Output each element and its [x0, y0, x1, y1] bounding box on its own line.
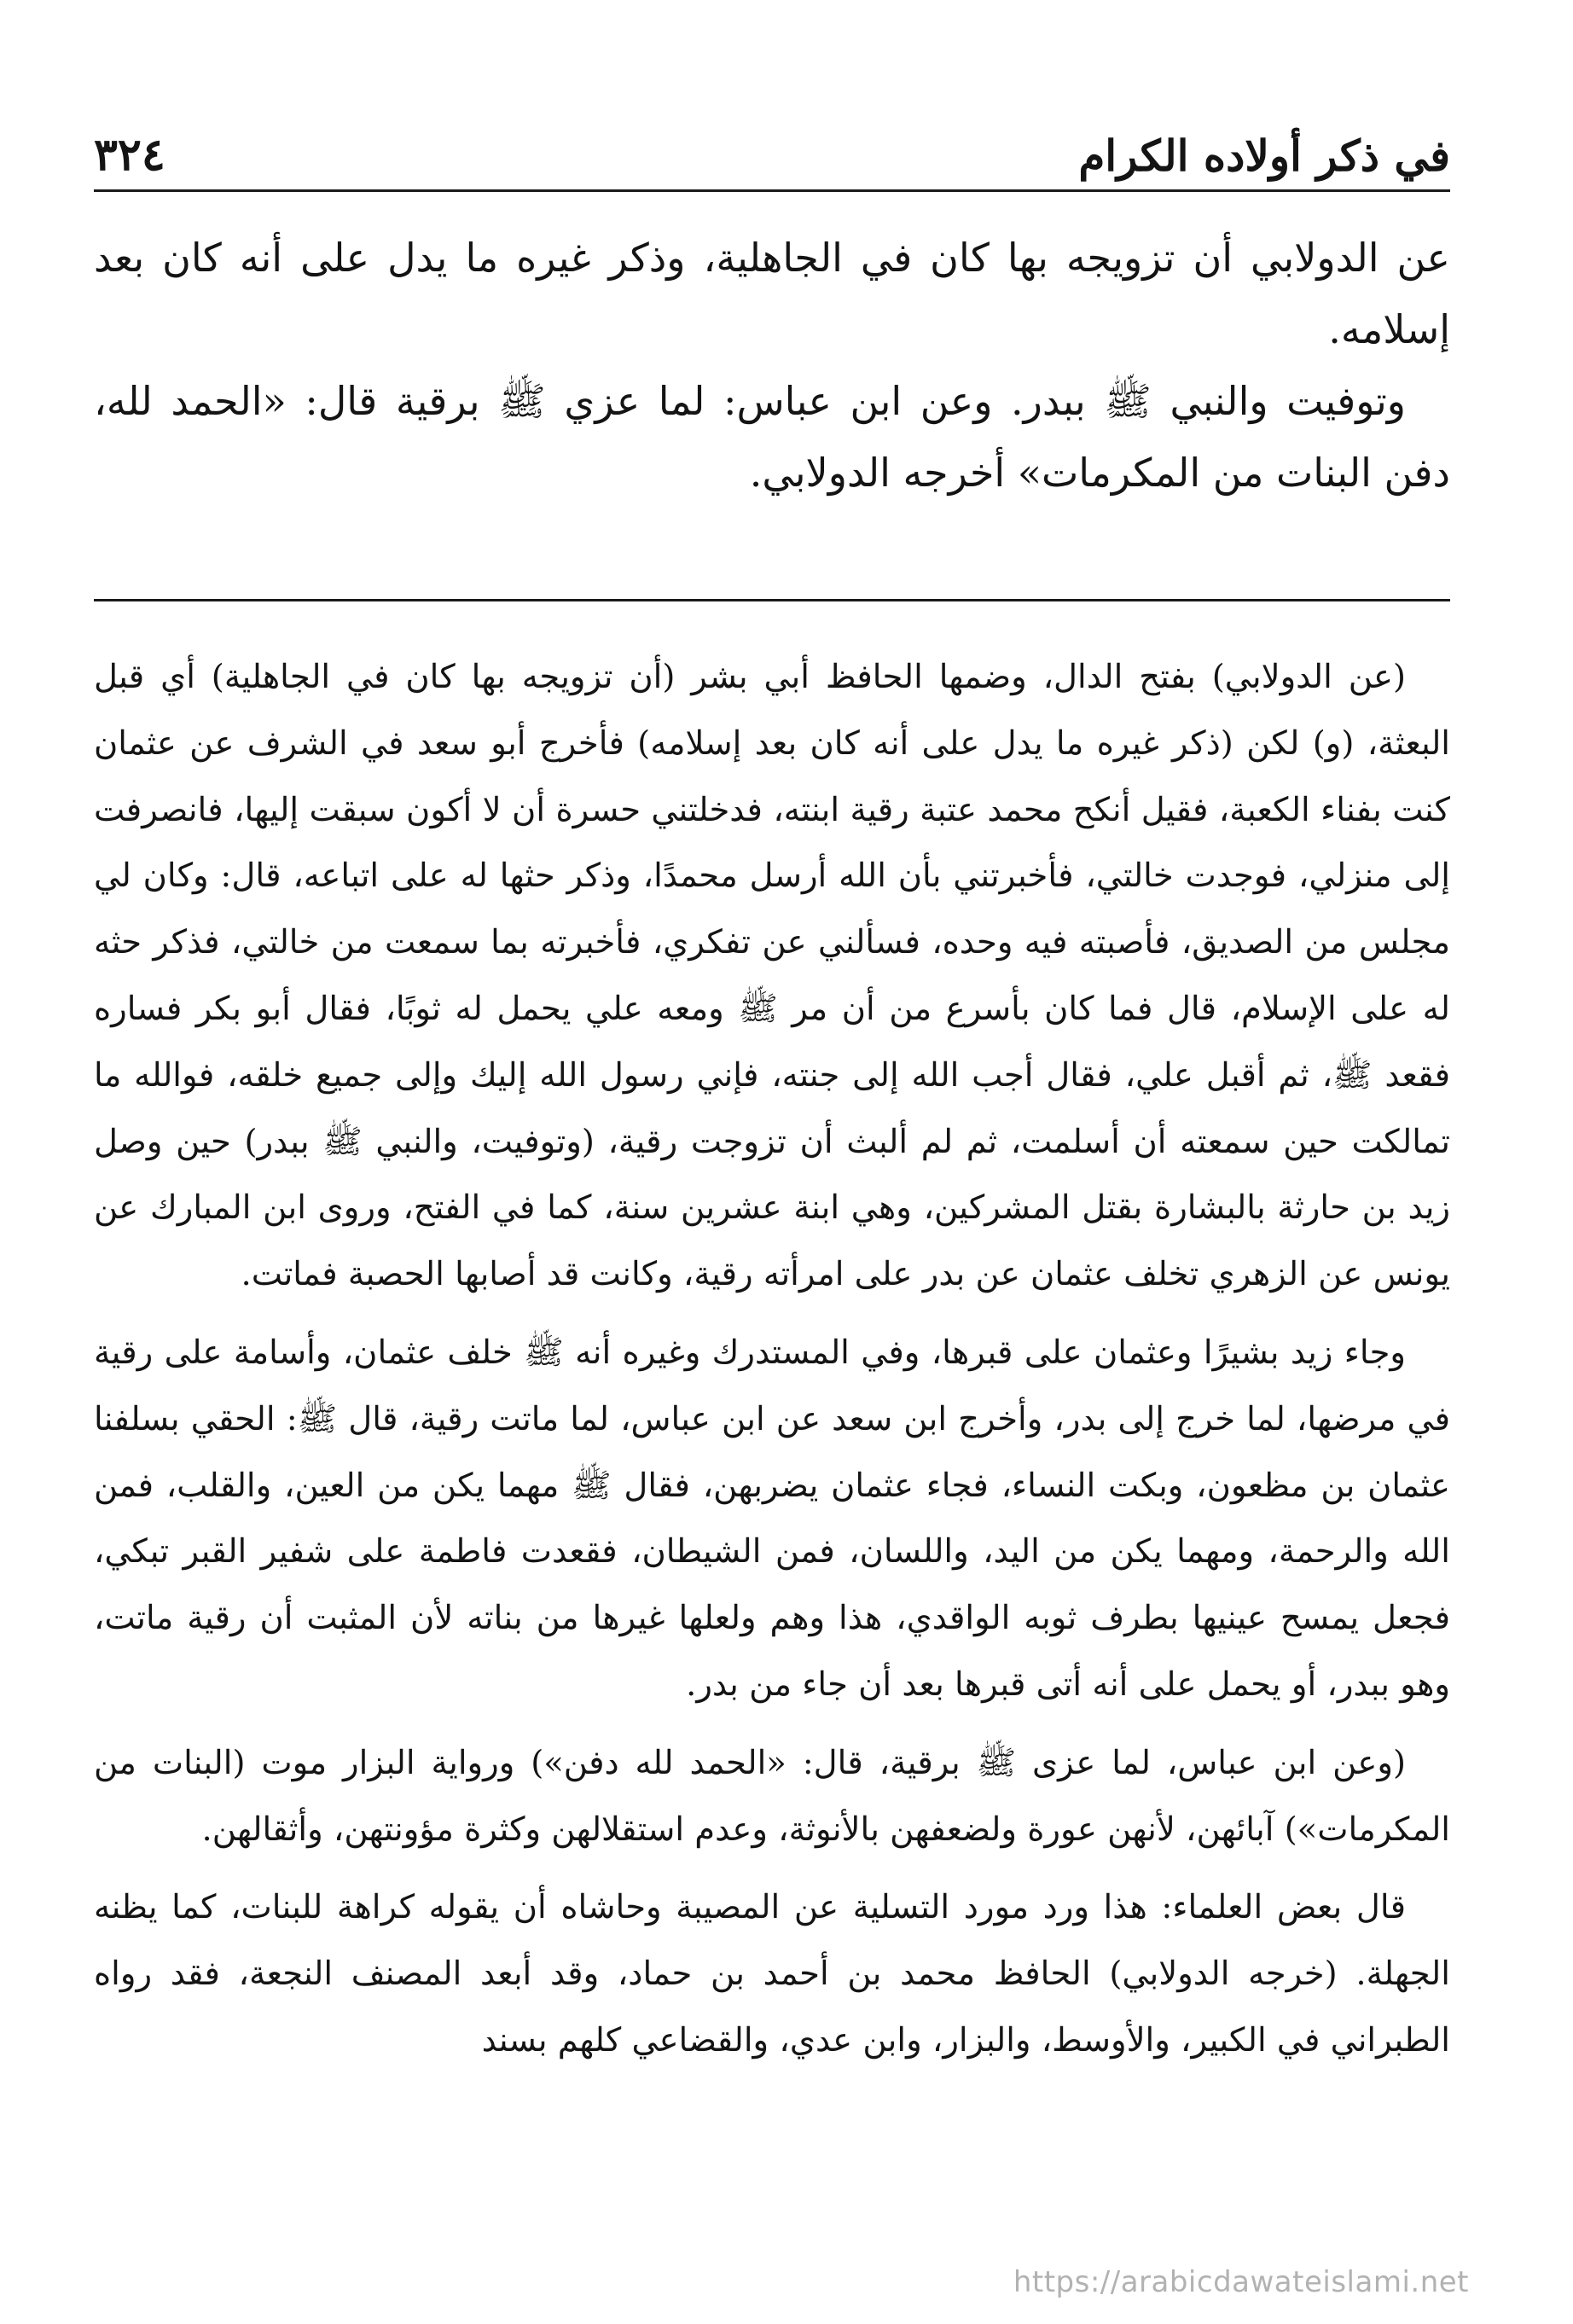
page-number: ٣٢٤ — [94, 129, 165, 181]
page-header — [94, 101, 1450, 181]
main-text — [94, 222, 1450, 508]
commentary-text — [94, 644, 1450, 2074]
book-page — [94, 0, 1450, 2324]
main-text-paragraph: وتوفيت والنبي ﷺ ببدر. وعن ابن عباس: لما عزي ﷺ برقية قال: «الحمد لله، دفن البنات من المكرمات» أخرجه الدولابي. — [94, 378, 1450, 496]
commentary-divider — [94, 599, 1450, 601]
header-rule — [94, 189, 1450, 192]
commentary-paragraph: (وعن ابن عباس، لما عزى ﷺ برقية، قال: «الحمد لله دفن») ورواية البزار موت (البنات من المكرمات») آبائهن، لأنهن عورة ولضعفهن بالأنوثة، وعدم استقلالهن وكثرة مؤونتهن، وأثقالهن. — [94, 1743, 1450, 1849]
commentary-paragraph: (عن الدولابي) بفتح الدال، وضمها الحافظ أبي بشر (أن تزويجه بها كان في الجاهلية) أي قبل البعثة، (و) لكن (ذكر غيره ما يدل على أنه كان بعد إسلامه) فأخرج أبو سعد في الشرف عن عثمان كنت بفناء الكعبة، فقيل أنكح محمد عتبة رقية ابنته، فدخلتني حسرة أن لا أكون سبقت إليها، فانصرفت إلى منزلي، فوجدت خالتي، فأخبرتني بأن الله أرسل محمدًا، وذكر حثها له على اتباعه، قال: وكان لي مجلس من الصديق، فأصبته فيه وحده، فسألني عن تفكري، فأخبرته بما سمعت من خالتي، فذكر حثه له على الإسلام، قال فما كان بأسرع من أن مر ﷺ ومعه علي يحمل له ثوبًا، فقال أبو بكر فساره فقعد ﷺ، ثم أقبل علي، فقال أجب الله إلى جنته، فإني رسول الله إليك وإلى جميع خلقه، فوالله ما تمالكت حين سمعته أن أسلمت، ثم لم ألبث أن تزوجت رقية، (وتوفيت، والنبي ﷺ ببدر) حين وصل زيد بن حارثة بالبشارة بقتل المشركين، وهي ابنة عشرين سنة، كما في الفتح، وروى ابن المبارك عن يونس عن الزهري تخلف عثمان عن بدر على امرأته رقية، وكانت قد أصابها الحصبة فماتت. — [94, 658, 1450, 1294]
main-text-paragraph: عن الدولابي أن تزويجه بها كان في الجاهلية، وذكر غيره ما يدل على أنه كان بعد إسلامه. — [94, 235, 1450, 352]
commentary-paragraph: قال بعض العلماء: هذا ورد مورد التسلية عن المصيبة وحاشاه أن يقوله كراهة للبنات، كما يظنه الجهلة. (خرجه الدولابي) الحافظ محمد بن أحمد بن حماد، وقد أبعد المصنف النجعة، فقد رواه الطبراني في الكبير، والأوسط، والبزار، وابن عدي، والقضاعي كلهم بسند — [94, 1888, 1450, 2060]
watermark-url: https://arabicdawateislami.net — [1013, 2265, 1469, 2299]
running-title: في ذكر أولاده الكرام — [1078, 131, 1450, 181]
commentary-paragraph: وجاء زيد بشيرًا وعثمان على قبرها، وفي المستدرك وغيره أنه ﷺ خلف عثمان، وأسامة على رقية في مرضها، لما خرج إلى بدر، وأخرج ابن سعد عن ابن عباس، لما ماتت رقية، قال ﷺ: الحقي بسلفنا عثمان بن مظعون، وبكت النساء، فجاء عثمان يضربهن، فقال ﷺ مهما يكن من العين، والقلب، فمن الله والرحمة، ومهما يكن من اليد، واللسان، فمن الشيطان، فقعدت فاطمة على شفير القبر تبكي، فجعل يمسح عينيها بطرف ثوبه الواقدي، هذا وهم ولعلها غيرها من بناته لأن المثبت أن رقية ماتت، وهو ببدر، أو يحمل على أنه أتى قبرها بعد أن جاء من بدر. — [94, 1333, 1450, 1704]
